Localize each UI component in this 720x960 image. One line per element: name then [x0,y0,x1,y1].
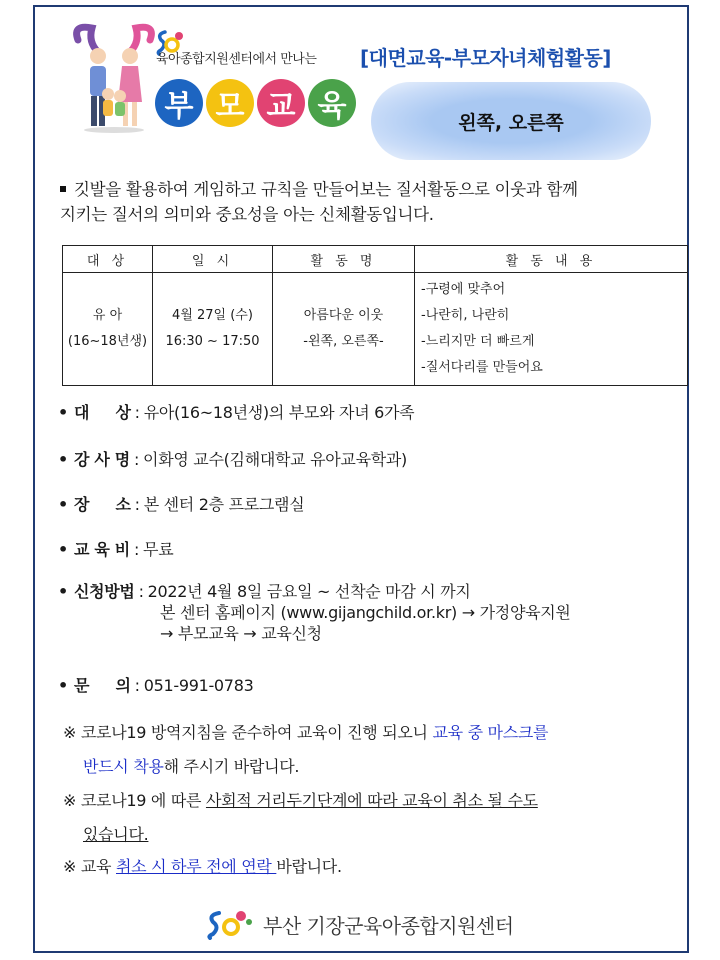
info-value: 무료 [143,540,174,559]
logo-char: 부 [155,79,203,127]
note-text: ※ 교육 [63,857,116,876]
bullet-dot-icon: • [58,582,68,601]
note-emphasis: 반드시 착용 [83,757,164,776]
note-emphasis: 교육 중 마스크를 [432,723,549,742]
info-label: 장 소 [73,495,131,514]
parent-education-logo [155,79,356,127]
info-value: 본 센터 2층 프로그램실 [143,495,305,514]
note-text: ※ 코로나19 방역지침을 준수하여 교육이 진행 되오니 [63,723,433,742]
center-subtitle: 육아종합지원센터에서 만나는 [156,52,317,67]
info-value: 051-991-0783 [143,676,254,695]
logo-char: 육 [308,79,356,127]
cell-line: 16:30 ~ 17:50 [165,334,260,349]
column-header: 활 동 명 [273,246,415,273]
info-instructor: • 강 사 명 : 이화영 교수(김해대학교 유아교육학과) [58,447,407,470]
cell-line: (16~18년생) [67,334,148,349]
note-mask [63,716,683,784]
logo-char: 모 [206,79,254,127]
contents-cell [415,273,688,386]
note-text: 해 주시기 바랍니다. [163,757,300,776]
note-cancel-policy [63,784,683,852]
cell-line: -느리지만 더 빠르게 [421,334,535,349]
info-value: 이화영 교수(김해대학교 유아교육학과) [143,450,407,469]
intro-paragraph [60,177,680,227]
info-label: 신청방법 [73,582,135,601]
intro-line: 지키는 질서의 의미와 중요성을 아는 신체활동입니다. [60,205,434,224]
center-logo-icon [205,908,257,940]
bullet-dot-icon: • [58,540,68,559]
bullet-dot-icon: • [58,403,68,422]
note-emphasis: 취소 시 하루 전에 연락 [116,857,277,876]
family-illustration [70,22,158,134]
note-contact [63,850,683,884]
target-cell [63,273,153,386]
note-text: 바랍니다. [276,857,342,876]
note-underlined: 사회적 거리두기단계에 따라 교육이 취소 될 수도 [205,791,538,810]
cell-line: -나란히, 나란히 [421,308,510,323]
bullet-dot-icon: • [58,676,68,695]
table-header-row [63,246,688,273]
organization-name: 부산 기장군육아종합지원센터 [263,913,514,938]
info-target: • 대 상 : 유아(16~18년생)의 부모와 자녀 6가족 [58,400,414,423]
info-value: 2022년 4월 8일 금요일 ~ 선착순 마감 시 까지 [147,582,471,601]
column-header: 활 동 내 용 [415,246,688,273]
cell-line: 아름다운 이웃 [303,308,384,323]
activity-cell [273,273,415,386]
info-label: 문 의 [73,676,131,695]
category-title: [대면교육-부모자녀체험활동] [360,46,611,70]
column-header: 일 시 [153,246,273,273]
cell-line: 유 아 [92,308,123,323]
datetime-cell [153,273,273,386]
bullet-square-icon [60,186,66,192]
info-label: 교 육 비 [73,540,130,559]
cell-line: -구령에 맞추어 [421,282,506,297]
note-underlined: 있습니다. [83,825,149,844]
cell-line: 4월 27일 (수) [172,308,253,323]
footer [205,908,514,940]
info-value: 유아(16~18년생)의 부모와 자녀 6가족 [143,403,415,422]
bullet-dot-icon: • [58,450,68,469]
info-label: 강 사 명 [73,450,130,469]
info-contact: • 문 의 : 051-991-0783 [58,673,253,696]
info-label: 대 상 [73,403,131,422]
table-row [63,273,688,386]
program-title: 왼쪽, 오른쪽 [458,111,564,134]
bullet-dot-icon: • [58,495,68,514]
info-value: 본 센터 홈페이지 (www.gijangchild.or.kr) → 가정양육지원 [160,603,571,622]
note-text: ※ 코로나19 에 따른 [63,791,206,810]
info-value: → 부모교육 → 교육신청 [160,624,322,643]
info-place: • 장 소 : 본 센터 2층 프로그램실 [58,492,304,515]
cell-line: -질서다리를 만들어요 [421,360,543,375]
column-header: 대 상 [63,246,153,273]
cell-line: -왼쪽, 오른쪽- [303,334,384,349]
info-fee: • 교 육 비 : 무료 [58,537,173,560]
logo-char: 교 [257,79,305,127]
info-apply: • 신청방법 : 2022년 4월 8일 금요일 ~ 선착순 마감 시 까지 본 센터 홈페이지 (www.gijangchild.or.kr) → 가정양육지원 → 부모교육 → 교육신청 [58,582,571,643]
intro-line: 깃발을 활용하여 게임하고 규칙을 만들어보는 질서활동으로 이웃과 함께 [74,180,578,199]
schedule-table [62,245,688,386]
program-title-badge [371,82,651,160]
